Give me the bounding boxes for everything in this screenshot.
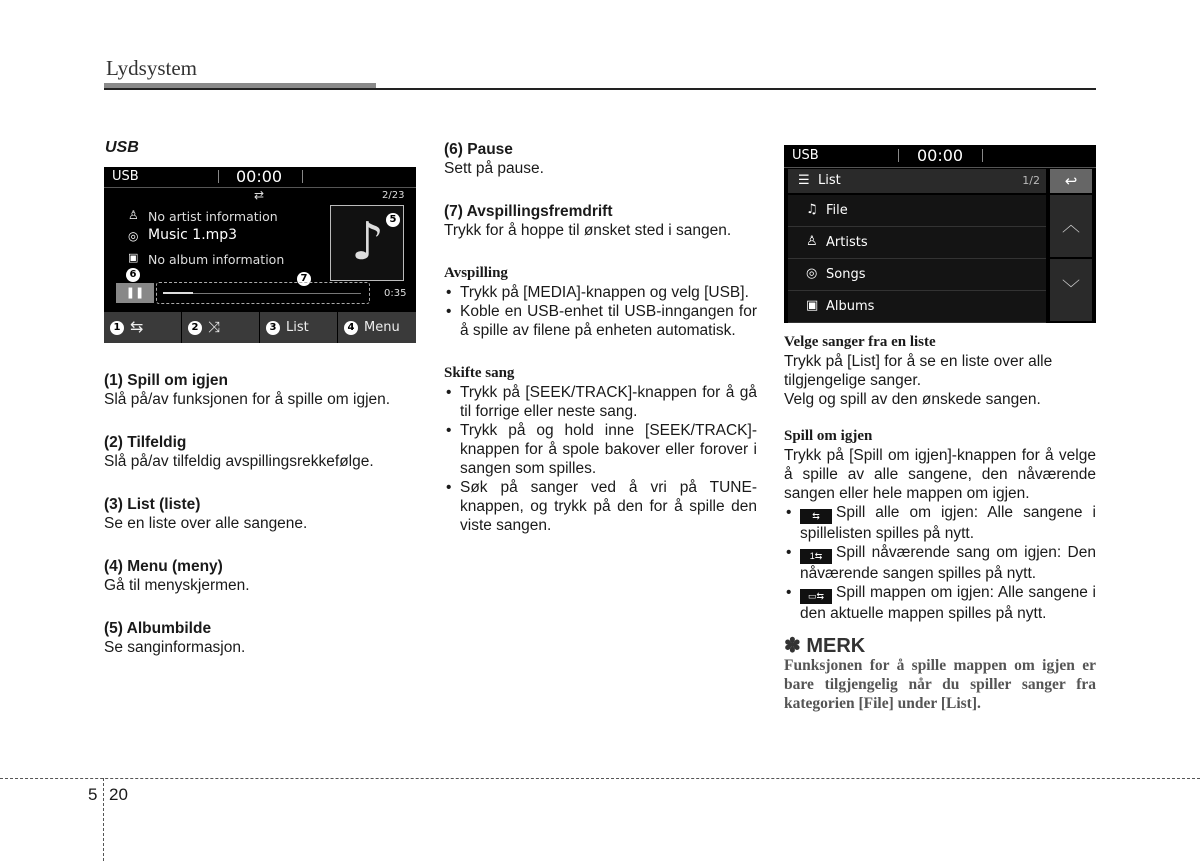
album-icon: ▣ [128, 251, 139, 264]
item-album-art [104, 619, 420, 657]
bullet-text: Spill mappen om igjen: Alle sangene i den aktuelle mappen spilles på nytt. [800, 584, 1096, 622]
column-2 [444, 140, 757, 535]
list-item-artists[interactable] [788, 227, 1046, 259]
back-button[interactable] [1050, 169, 1092, 193]
bullet-item: • Trykk på [MEDIA]-knappen og velg [USB]. [444, 283, 757, 302]
item-text: Sett på pause. [444, 160, 544, 177]
list-item-label: Songs [826, 267, 866, 282]
column-3 [784, 333, 1096, 713]
track-count: 2/23 [382, 190, 405, 201]
item-progress [444, 202, 757, 240]
repeat-button[interactable] [104, 312, 182, 343]
divider [982, 149, 983, 162]
callout-6: 6 [126, 268, 140, 282]
list-item-file[interactable] [788, 195, 1046, 227]
bullet-item: • Søk på sanger ved å vri på TUNE-knappen, og trykk på den for å spille den viste sangen. [444, 478, 757, 535]
item-heading: (2) Tilfeldig [104, 434, 187, 451]
repeat-indicator-icon: ⇄ [254, 188, 265, 202]
chevron-down-icon: ﹀ [1062, 279, 1080, 300]
bullet-item [784, 583, 1096, 623]
status-bar [784, 145, 1096, 168]
section-heading: Avspilling [444, 265, 508, 281]
disc-icon: ◎ [128, 229, 139, 243]
item-repeat [104, 371, 420, 409]
person-icon: ♙ [806, 234, 818, 249]
bullet-text: Spill alle om igjen: Alle sangene i spillelisten spilles på nytt. [800, 504, 1096, 542]
source-label: USB [112, 169, 139, 184]
callout-7: 7 [297, 272, 311, 286]
item-pause [444, 140, 757, 178]
item-text: Slå på/av funksjonen for å spille om igjen. [104, 391, 391, 408]
menu-button[interactable] [338, 312, 415, 343]
callout-4: 4 [344, 321, 358, 335]
section-label: USB [105, 139, 139, 156]
repeat-folder-icon: ▭⇆ [800, 589, 832, 604]
scroll-down-button[interactable] [1050, 259, 1092, 321]
bullet-item: • Koble en USB-enhet til USB-inngangen for å spille av filene på enheten automatisk. [444, 302, 757, 340]
source-label: USB [792, 148, 819, 163]
list-item-songs[interactable] [788, 259, 1046, 291]
header-rule [104, 88, 1096, 90]
item-text: Se sanginformasjon. [104, 639, 246, 656]
bullet-item: • Trykk på [SEEK/TRACK]-knappen for å gå til forrige eller neste sang. [444, 383, 757, 421]
elapsed-time: 0:35 [384, 288, 407, 299]
section-text: Trykk på [Spill om igjen]-knappen for å velge å spille av alle sangene, den nåværende sangen eller hele mappen om igjen. [784, 447, 1096, 502]
callout-5: 5 [386, 213, 400, 227]
list-icon: ☰ [798, 173, 810, 188]
item-text: Gå til menyskjermen. [104, 577, 250, 594]
album-icon: ▣ [806, 298, 819, 313]
change-song-section [444, 364, 757, 535]
item-list [104, 495, 420, 533]
artist-info: No artist information [148, 209, 278, 224]
footer-vertical-rule [103, 778, 104, 861]
bullet-item: • Trykk på og hold inne [SEEK/TRACK]-knappen for å spole bakover eller forover i sangen som spilles. [444, 421, 757, 478]
item-text: Se en liste over alle sangene. [104, 515, 308, 532]
repeat-icon: ⇆ [130, 317, 144, 336]
back-icon: ↩ [1064, 172, 1078, 190]
divider [218, 170, 219, 183]
list-item-albums[interactable] [788, 291, 1046, 323]
callout-1: 1 [110, 321, 124, 335]
bullet-text: Spill nåværende sang om igjen: Den nåværende sangen spilles på nytt. [800, 544, 1096, 582]
item-shuffle [104, 433, 420, 471]
repeat-section [784, 427, 1096, 623]
disc-icon: ◎ [806, 266, 818, 281]
list-item-label: File [826, 203, 848, 218]
note-text: Funksjonen for å spille mappen om igjen er bare tilgjengelig når du spiller sanger fra kategorien [File] under [List]. [784, 657, 1096, 712]
list-header [788, 169, 1046, 193]
item-heading: (1) Spill om igjen [104, 372, 229, 389]
shuffle-icon: ⤨ [208, 318, 221, 336]
bullet-item [784, 503, 1096, 543]
album-art[interactable] [330, 205, 404, 281]
list-item-label: Albums [826, 299, 875, 314]
select-songs-section [784, 333, 1096, 409]
section-heading: Velge sanger fra en liste [784, 334, 936, 350]
bullet-item [784, 543, 1096, 583]
list-button-label: List [286, 320, 309, 335]
repeat-one-icon: 1⇆ [800, 549, 832, 564]
section-heading: Spill om igjen [784, 428, 873, 444]
item-heading: (7) Avspillingsfremdrift [444, 203, 613, 220]
item-text: Slå på/av tilfeldig avspillingsrekkefølge. [104, 453, 374, 470]
control-bar [104, 312, 416, 343]
page-header-title: Lydsystem [106, 56, 198, 80]
progress-bar[interactable] [156, 282, 370, 304]
callout-3: 3 [266, 321, 280, 335]
page-number: 20 [109, 785, 128, 804]
scroll-up-button[interactable] [1050, 195, 1092, 257]
item-heading: (6) Pause [444, 141, 513, 158]
chevron-up-icon: ︿ [1062, 215, 1080, 236]
divider [302, 170, 303, 183]
item-text: Trykk for å hoppe til ønsket sted i sangen. [444, 222, 732, 239]
menu-button-label: Menu [364, 320, 400, 335]
section-number: 5 [88, 785, 98, 804]
usb-playback-screen [104, 167, 416, 343]
page-indicator: 1/2 [1022, 174, 1040, 187]
progress-fill [163, 292, 193, 294]
list-title: List [818, 173, 841, 188]
callout-2: 2 [188, 321, 202, 335]
music-note-icon: ♪ [351, 212, 385, 272]
list-item-label: Artists [826, 235, 868, 250]
list-button[interactable] [260, 312, 338, 343]
repeat-all-icon: ⇆ [800, 509, 832, 524]
shuffle-button[interactable] [182, 312, 260, 343]
pause-button[interactable]: ❚❚ [116, 283, 154, 303]
usb-list-screen [784, 145, 1096, 323]
track-title: Music 1.mp3 [148, 227, 238, 243]
music-note-icon: ♫ [806, 202, 818, 217]
person-icon: ♙ [128, 208, 139, 222]
playback-section [444, 264, 757, 340]
section-heading: Skifte sang [444, 365, 515, 381]
footer-rule [0, 778, 1200, 779]
item-heading: (3) List (liste) [104, 496, 201, 513]
album-info: No album information [148, 252, 285, 267]
item-heading: (5) Albumbilde [104, 620, 212, 637]
divider [898, 149, 899, 162]
section-text: Velg og spill av den ønskede sangen. [784, 391, 1041, 408]
column-1 [104, 371, 420, 681]
section-text: Trykk på [List] for å se en liste over alle tilgjengelige sanger. [784, 353, 1053, 389]
clock: 00:00 [917, 146, 964, 165]
clock: 00:00 [236, 167, 283, 186]
status-bar [104, 167, 416, 188]
note-title: ✽ MERK [784, 635, 866, 657]
item-heading: (4) Menu (meny) [104, 558, 223, 575]
item-menu [104, 557, 420, 595]
